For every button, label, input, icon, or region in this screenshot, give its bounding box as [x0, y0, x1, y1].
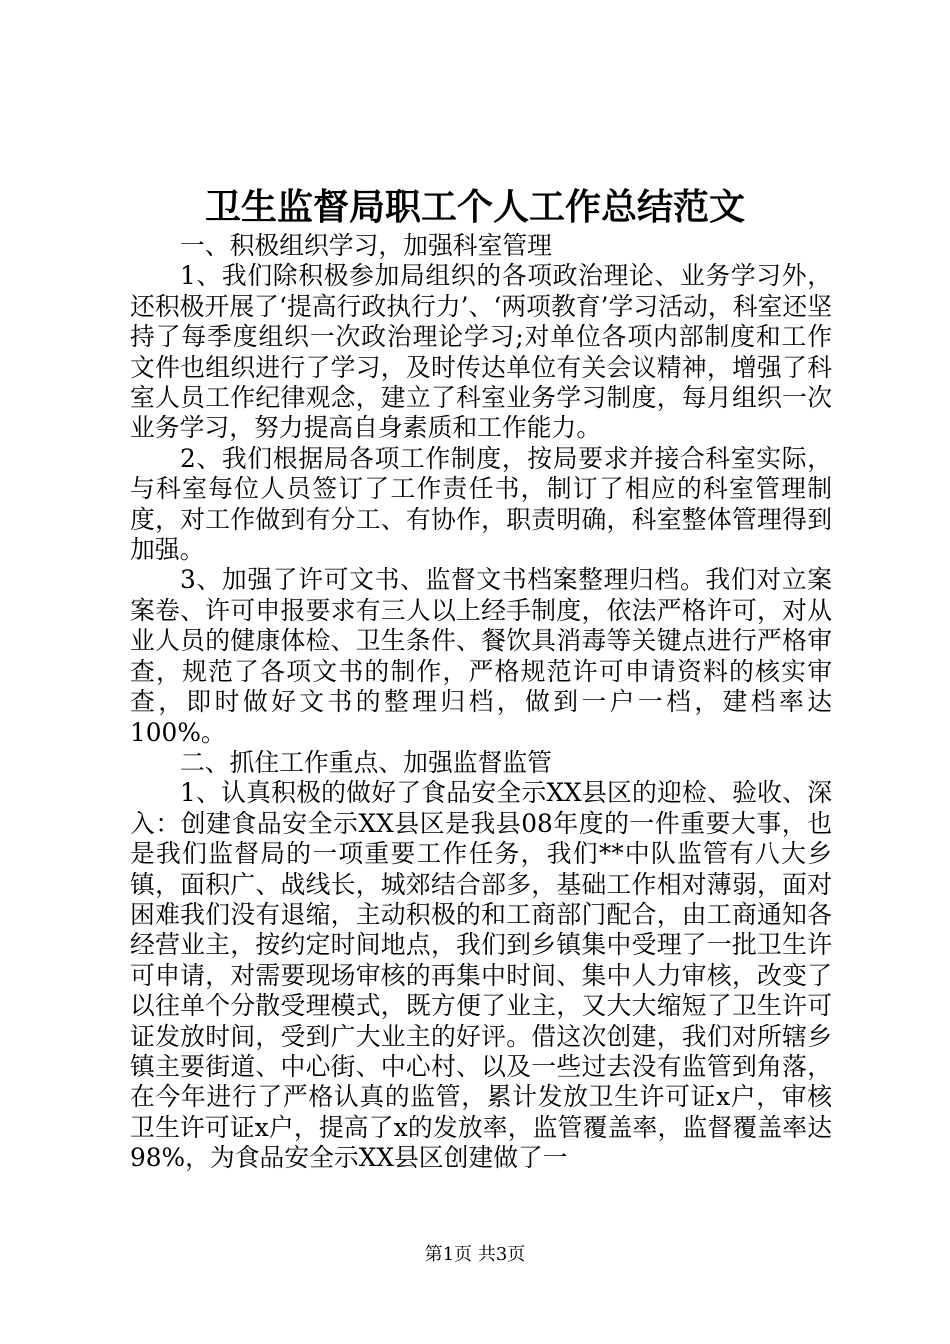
section-heading-2: 二、抓住工作重点、加强监督监管	[180, 747, 552, 777]
paragraph-1-3: 3、加强了许可文书、监督文书档案整理归档。我们对立案案卷、许可申报要求有三人以上经手制度，依法严格许可，对从业人员的健康体检、卫生条件、餐饮具消毒等关键点进行严格审查，规范了各项文书的制作，严格规范许可申请资料的核实审查，即时做好文书的整理归档，做到一户一档，建档率达100%。	[130, 565, 832, 747]
page-number-footer: 第1页 共3页	[424, 1244, 526, 1265]
paragraph-2-1: 1、认真积极的做好了食品安全示XX县区的迎检、验收、深入：创建食品安全示XX县区是我县08年度的一件重要大事，也是我们监督局的一项重要工作任务，我们**中队监管有八大乡镇，面积广、战线长，城郊结合部多，基础工作相对薄弱，面对困难我们没有退缩，主动积极的和工商部门配合，由工商通知各经营业主，按约定时间地点，我们到乡镇集中受理了一批卫生许可申请，对需要现场审核的再集中时间、集中人力审核，改变了以往单个分散受理模式，既方便了业主，又大大缩短了卫生许可证发放时间，受到广大业主的好评。借这次创建，我们对所辖乡镇主要街道、中心街、中心村、以及一些过去没有监管到角落，在今年进行了严格认真的监管，累计发放卫生许可证x户，审核卫生许可证x户，提高了x的发放率，监管覆盖率，监督覆盖率达98%，为食品安全示XX县区创建做了一	[130, 778, 832, 1173]
document-body	[130, 231, 832, 1174]
section-heading-1: 一、积极组织学习，加强科室管理	[180, 231, 552, 260]
paragraph-1-2: 2、我们根据局各项工作制度，按局要求并接合科室实际，与科室每位人员签订了工作责任书，制订了相应的科室管理制度，对工作做到有分工、有协作，职责明确，科室整体管理得到加强。	[130, 443, 832, 565]
paragraph-1-1: 1、我们除积极参加局组织的各项政治理论、业务学习外，还积极开展了‘提高行政执行力’、‘两项教育’学习活动，科室还坚持了每季度组织一次政治理论学习;对单位各项内部制度和工作文件也组织进行了学习，及时传达单位有关会议精神，增强了科室人员工作纪律观念，建立了科室业务学习制度，每月组织一次业务学习，努力提高自身素质和工作能力。	[130, 261, 832, 443]
document-title: 卫生监督局职工个人工作总结范文	[204, 186, 745, 228]
